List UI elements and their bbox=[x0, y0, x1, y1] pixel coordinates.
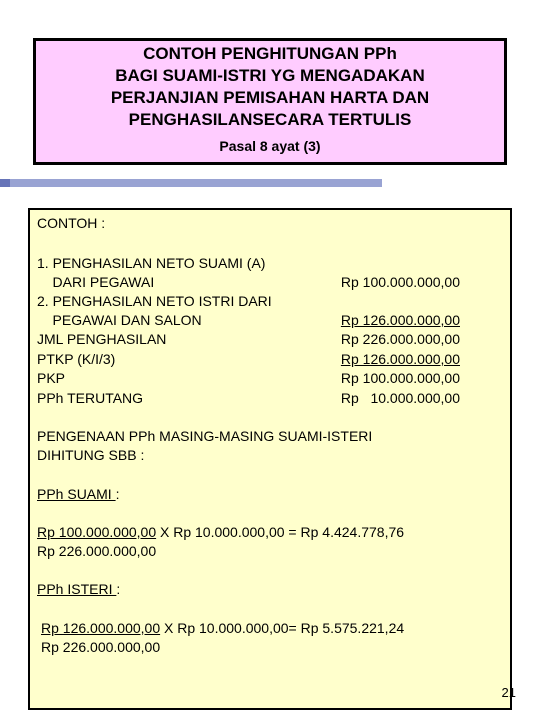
item1-line1: 1. PENGHASILAN NETO SUAMI (A) bbox=[37, 255, 266, 271]
pph-isteri-label: PPh ISTERI bbox=[37, 581, 117, 597]
suami-formula bbox=[37, 523, 404, 543]
suami-denominator: Rp 226.000.000,00 bbox=[37, 543, 157, 559]
pengenaan-line2: DIHITUNG SBB : bbox=[37, 447, 145, 463]
accent-bar-end bbox=[0, 179, 10, 187]
item2-line2: PEGAWAI DAN SALON bbox=[37, 312, 202, 328]
pph-isteri-heading bbox=[37, 580, 120, 600]
pengenaan-line1: PENGENAAN PPh MASING-MASING SUAMI-ISTERI bbox=[37, 428, 373, 444]
ptkp-label: PTKP (K/I/3) bbox=[37, 351, 116, 367]
suami-numerator: Rp 100.000.000,00 bbox=[37, 524, 157, 540]
title-line-1: CONTOH PENGHITUNGAN PPh bbox=[143, 44, 397, 63]
isteri-formula-rest: X Rp 10.000.000,00= Rp 5.575.221,24 bbox=[160, 620, 405, 636]
accent-bar bbox=[0, 179, 382, 187]
item2-line1: 2. PENGHASILAN NETO ISTRI DARI bbox=[37, 293, 272, 309]
pph-isteri-colon: : bbox=[116, 581, 121, 597]
title-line-3: PERJANJIAN PEMISAHAN HARTA DAN bbox=[110, 88, 430, 107]
title-line-2: BAGI SUAMI-ISTRI YG MENGADAKAN bbox=[115, 66, 425, 85]
pph-terutang-amount: Rp 10.000.000,00 bbox=[340, 390, 460, 406]
pph-suami-colon: : bbox=[115, 486, 120, 502]
jml-amount: Rp 226.000.000,00 bbox=[340, 331, 460, 347]
ptkp-amount: Rp 126.000.000,00 bbox=[340, 351, 460, 367]
title-line-4: PENGHASILANSECARA TERTULIS bbox=[128, 110, 412, 129]
pph-suami-label: PPh SUAMI bbox=[37, 486, 116, 502]
subtitle: Pasal 8 ayat (3) bbox=[219, 138, 321, 154]
isteri-numerator: Rp 126.000.000,00 bbox=[41, 620, 161, 636]
pph-suami-heading bbox=[37, 485, 119, 505]
jml-label: JML PENGHASILAN bbox=[37, 331, 167, 347]
title-box bbox=[33, 38, 507, 165]
content-box bbox=[28, 208, 512, 710]
isteri-formula bbox=[41, 619, 404, 639]
page-number: 21 bbox=[501, 685, 516, 700]
pkp-amount: Rp 100.000.000,00 bbox=[340, 370, 460, 386]
suami-formula-rest: X Rp 10.000.000,00 = Rp 4.424.778,76 bbox=[156, 524, 405, 540]
isteri-denominator: Rp 226.000.000,00 bbox=[41, 639, 161, 655]
example-heading: CONTOH : bbox=[37, 215, 106, 231]
title-lines bbox=[36, 43, 504, 131]
item1-line2: DARI PEGAWAI bbox=[37, 274, 155, 290]
item1-amount: Rp 100.000.000,00 bbox=[340, 274, 460, 290]
item2-amount: Rp 126.000.000,00 bbox=[340, 312, 460, 328]
pkp-label: PKP bbox=[37, 370, 66, 386]
pph-terutang-label: PPh TERUTANG bbox=[37, 390, 144, 406]
